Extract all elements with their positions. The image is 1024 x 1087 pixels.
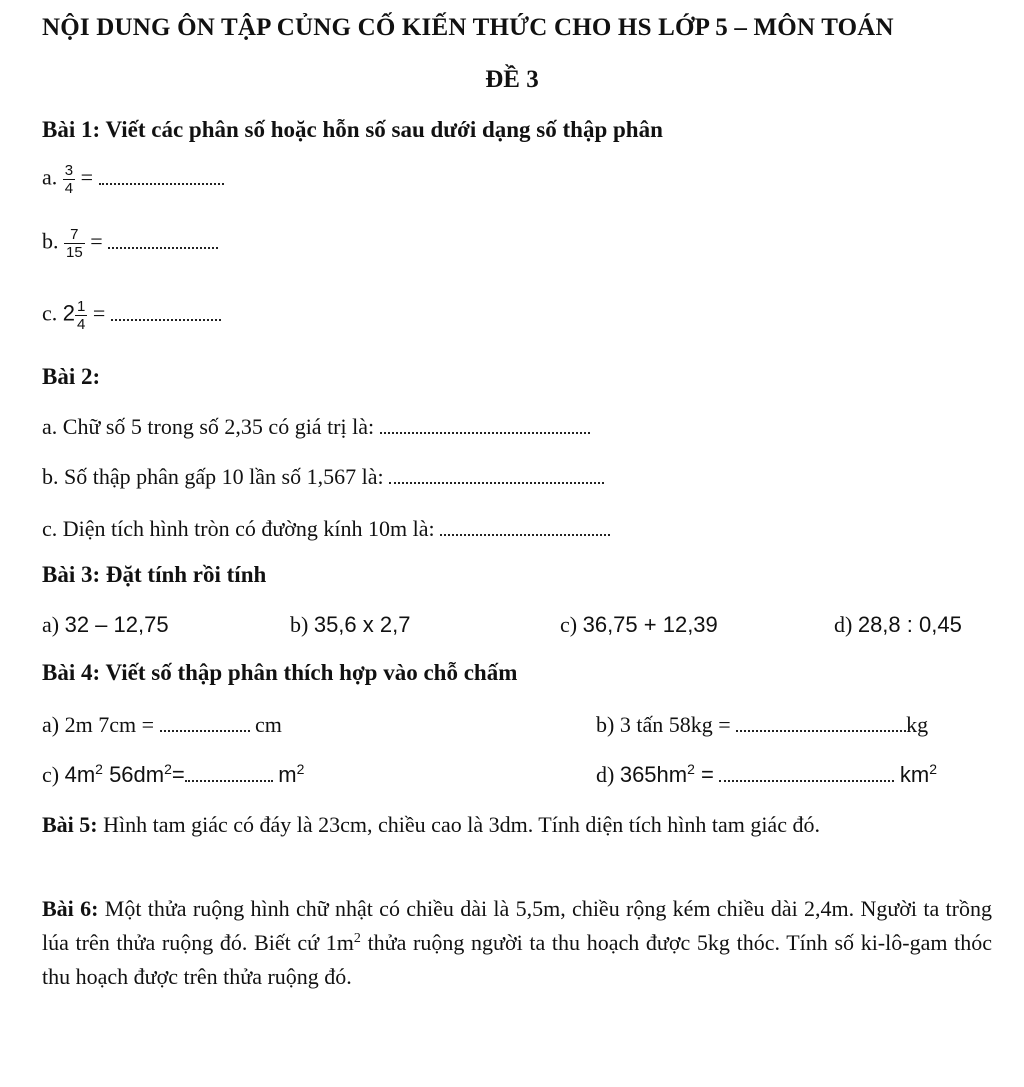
exercise-4-item-a [42,712,282,738]
exercise-2-item-a [42,414,590,440]
expression: 2m 7cm = [64,712,154,737]
expression: 32 – 12,75 [64,612,169,637]
exercise-5-text: Hình tam giác có đáy là 23cm, chiều cao là 3dm. Tính diện tích hình tam giác đó. [103,812,820,837]
exercise-4-item-c [42,762,304,788]
question-text: b. Số thập phân gấp 10 lần số 1,567 là: [42,464,384,489]
numerator: 3 [64,162,74,179]
item-label: a) [42,712,60,737]
answer-blank[interactable] [736,716,906,732]
exercise-6 [42,892,992,994]
answer-blank[interactable] [185,766,273,782]
exercise-6-text: Một thửa ruộng hình chữ nhật có chiều dài là 5,5m, chiều rộng kém chiều dài 2,4m. Người ta trồng lúa trên thửa ruộng đó. Biết cứ $1m^2$ thửa ruộng người ta thu hoạch được 5kg thóc. Tính số ki-lô-gam thóc thu hoạch được trên thửa ruộng đó. [42,896,992,989]
fraction [63,162,75,197]
answer-blank[interactable] [389,468,604,484]
exercise-6-label: Bài 6: [42,896,99,921]
exercise-3-heading: Bài 3: Đặt tính rồi tính [42,562,267,587]
item-label: b) [596,712,615,737]
exercise-3-item-d [834,612,962,638]
item-label: b. [42,228,59,254]
item-label: c. [42,300,58,326]
unit: $m^2$ [278,761,305,787]
question-text: c. Diện tích hình tròn có đường kính 10m là: [42,516,435,541]
exercise-1-item-a [42,162,224,197]
answer-blank[interactable] [160,716,250,732]
numerator: 1 [77,298,86,315]
answer-blank[interactable] [111,305,221,321]
denominator: 15 [66,244,83,261]
denominator: 4 [64,180,74,197]
expression: 35,6 x 2,7 [313,612,411,637]
expression: 3 tấn 58kg = [619,712,731,737]
exercise-2-item-b [42,464,604,490]
equals-sign: = [90,228,103,254]
unit: kg [906,712,929,737]
equals-sign: = [92,300,106,326]
question-text: a. Chữ số 5 trong số 2,35 có giá trị là: [42,414,375,439]
unit: cm [255,712,282,737]
expression: 28,8 : 0,45 [857,612,962,637]
unit: $km^2$ [899,761,937,787]
expression: $4m^2$ $56dm^2=$ [64,761,185,787]
item-label: c) [42,762,60,787]
exercise-2-heading: Bài 2: [42,364,101,389]
item-label: a) [42,612,60,637]
answer-blank[interactable] [380,418,590,434]
exercise-5-label: Bài 5: [42,812,98,837]
item-label: d) [834,612,853,637]
exercise-4-item-d [596,762,937,788]
item-label: a. [42,164,58,190]
expression: $365hm^2$ = [619,761,714,787]
exercise-1-heading: Bài 1: Viết các phân số hoặc hỗn số sau dưới dạng số thập phân [42,117,663,142]
exercise-1-item-c [42,298,221,333]
exercise-5 [42,808,992,842]
denominator: 4 [77,316,86,333]
numerator: 7 [64,226,85,244]
whole-number: 2 [62,300,76,326]
fraction [75,298,87,333]
exercise-3-item-b [290,612,410,638]
exercise-4-item-b [596,712,928,738]
page-title: NỘI DUNG ÔN TẬP CỦNG CỐ KIẾN THỨC CHO HS LỚP 5 – MÔN TOÁN [42,14,894,41]
fraction [64,226,85,261]
answer-blank[interactable] [108,233,218,249]
answer-blank[interactable] [440,520,610,536]
answer-blank[interactable] [99,169,224,185]
item-label: b) [290,612,309,637]
exercise-1-item-b [42,226,218,261]
item-label: d) [596,762,615,787]
exercise-4-heading: Bài 4: Viết số thập phân thích hợp vào chỗ chấm [42,660,518,685]
exercise-3-item-a [42,612,169,638]
expression: 36,75 + 12,39 [582,612,718,637]
equals-sign: = [80,164,94,190]
answer-blank[interactable] [719,766,894,782]
exam-number: ĐỀ 3 [485,66,539,93]
item-label: c) [560,612,578,637]
exercise-3-item-c [560,612,718,638]
exercise-2-item-c [42,516,610,542]
